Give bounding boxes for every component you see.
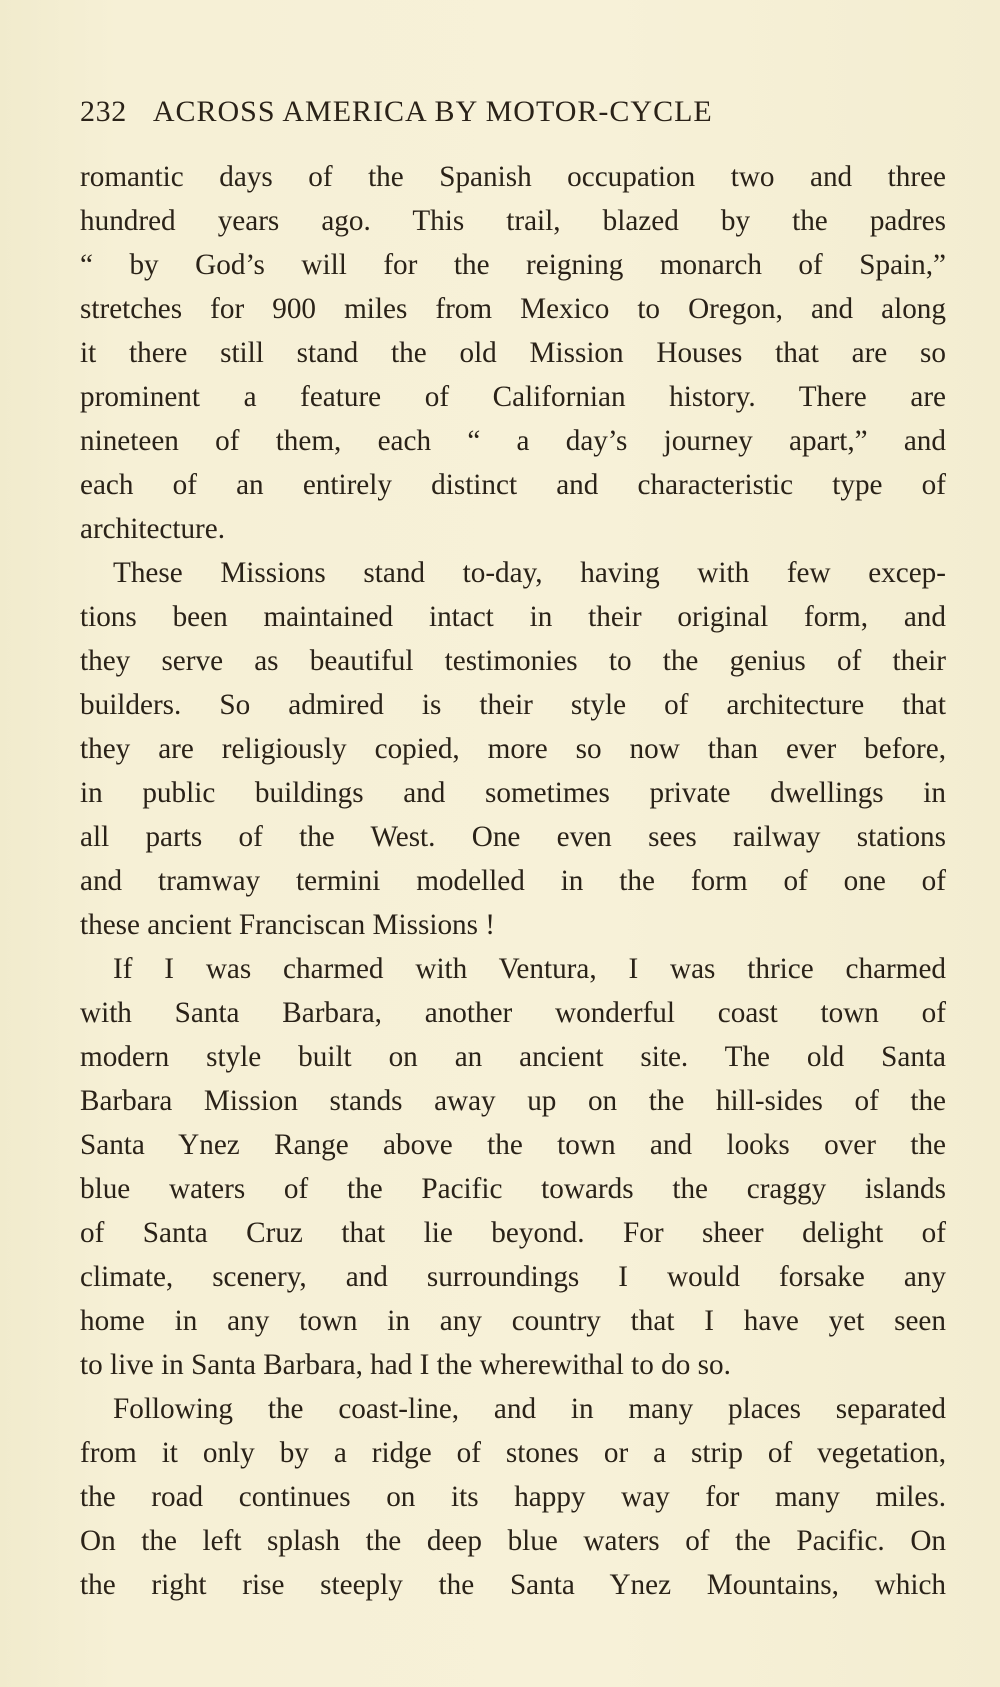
text-line: it there still stand the old Mission Houses that are so xyxy=(80,337,946,369)
text-line: These Missions stand to-day, having with few excep- xyxy=(113,557,946,589)
text-line: of Santa Cruz that lie beyond. For sheer delight of xyxy=(80,1217,946,1249)
text-line: all parts of the West. One even sees railway stations xyxy=(80,821,946,853)
text-line: each of an entirely distinct and characteristic type of xyxy=(80,469,946,501)
body-text xyxy=(80,155,946,1607)
text-line: builders. So admired is their style of architecture that xyxy=(80,689,946,721)
text-line: On the left splash the deep blue waters of the Pacific. On xyxy=(80,1525,946,1557)
text-line: Santa Ynez Range above the town and looks over the xyxy=(80,1129,946,1161)
text-line: If I was charmed with Ventura, I was thrice charmed xyxy=(113,953,946,985)
text-line: nineteen of them, each “ a day’s journey apart,” and xyxy=(80,425,946,457)
text-line: architecture. xyxy=(80,513,226,545)
text-line: Following the coast-line, and in many places separated xyxy=(113,1393,946,1425)
text-line: and tramway termini modelled in the form of one of xyxy=(80,865,946,897)
text-line: to live in Santa Barbara, had I the wherewithal to do so. xyxy=(80,1349,731,1381)
text-line: blue waters of the Pacific towards the craggy islands xyxy=(80,1173,946,1205)
text-line: climate, scenery, and surroundings I would forsake any xyxy=(80,1261,946,1293)
page-number: 232 xyxy=(80,95,127,128)
text-line: with Santa Barbara, another wonderful coast town of xyxy=(80,997,946,1029)
text-line: they serve as beautiful testimonies to the genius of their xyxy=(80,645,946,677)
text-line: the road continues on its happy way for many miles. xyxy=(80,1481,946,1513)
text-line: prominent a feature of Californian history. There are xyxy=(80,381,946,413)
running-title: ACROSS AMERICA BY MOTOR-CYCLE xyxy=(152,95,713,128)
text-line: these ancient Franciscan Missions ! xyxy=(80,909,496,941)
text-line: from it only by a ridge of stones or a strip of vegetation, xyxy=(80,1437,946,1469)
text-line: in public buildings and sometimes private dwellings in xyxy=(80,777,946,809)
text-line: the right rise steeply the Santa Ynez Mountains, which xyxy=(80,1569,946,1601)
text-line: tions been maintained intact in their original form, and xyxy=(80,601,946,633)
text-line: modern style built on an ancient site. The old Santa xyxy=(80,1041,946,1073)
text-line: hundred years ago. This trail, blazed by the padres xyxy=(80,205,946,237)
text-line: romantic days of the Spanish occupation two and three xyxy=(80,161,946,193)
text-line: stretches for 900 miles from Mexico to Oregon, and along xyxy=(80,293,946,325)
text-line: home in any town in any country that I have yet seen xyxy=(80,1305,946,1337)
text-line: they are religiously copied, more so now than ever before, xyxy=(80,733,946,765)
text-line: “ by God’s will for the reigning monarch of Spain,” xyxy=(80,249,946,281)
text-line: Barbara Mission stands away up on the hill-sides of the xyxy=(80,1085,946,1117)
running-head xyxy=(80,92,940,132)
